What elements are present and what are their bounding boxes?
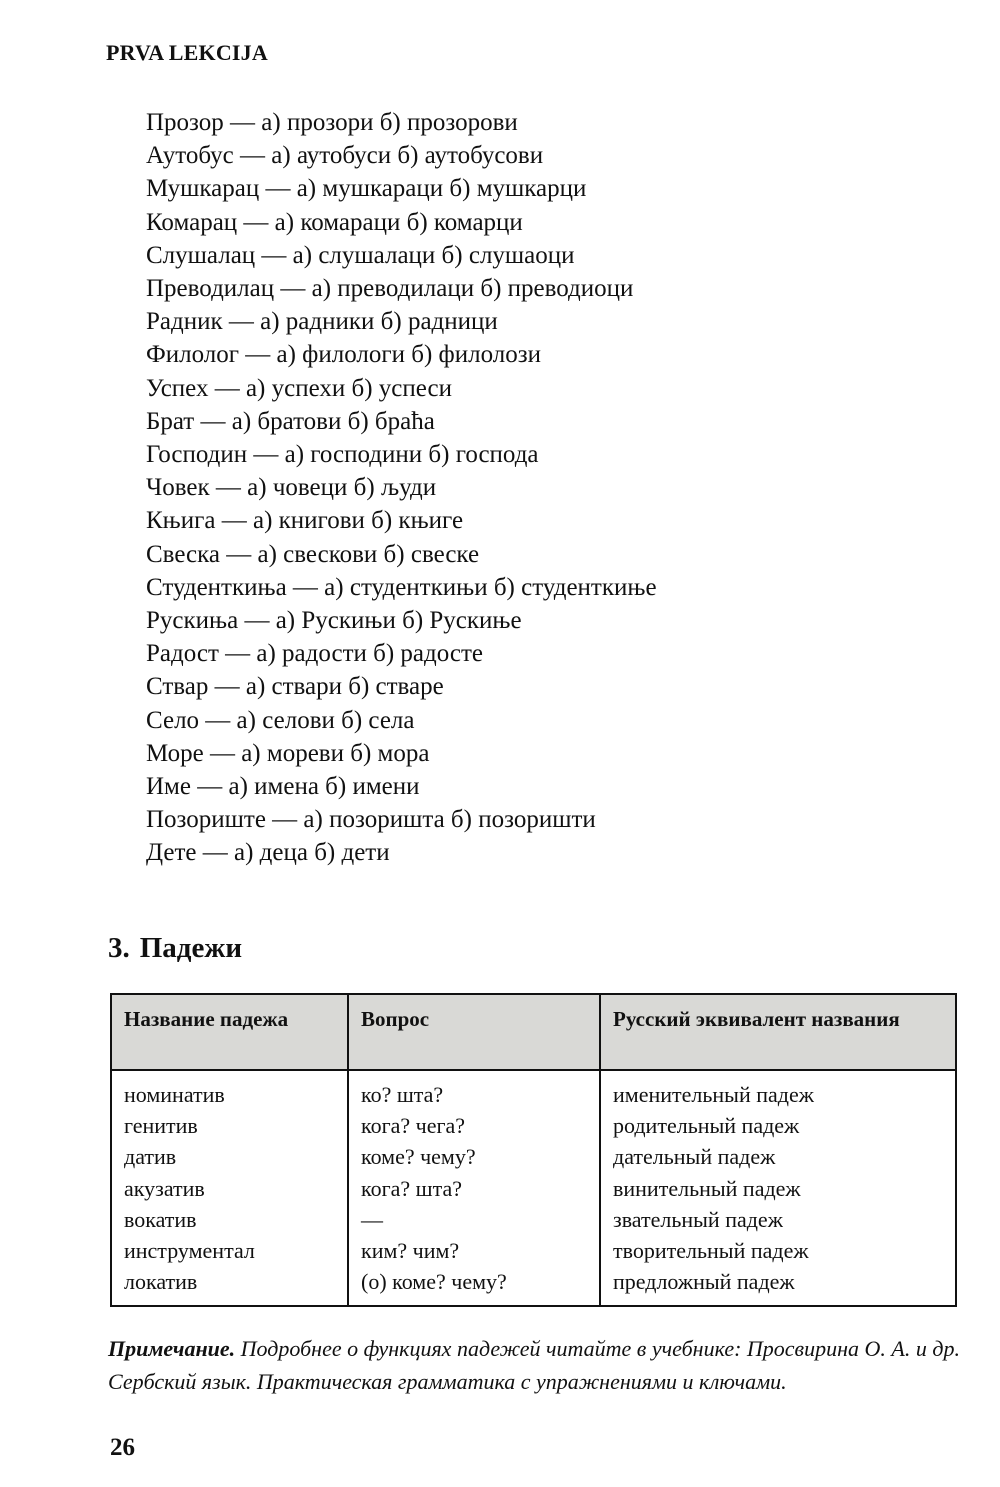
list-item: Преводилац — а) преводилаци б) преводиоци	[146, 275, 634, 303]
list-item: Радник — а) радники б) радници	[146, 308, 498, 336]
russian-equivalents-cell	[600, 1070, 956, 1306]
list-item: Име — а) имена б) имени	[146, 773, 420, 801]
footnote-label: Примечание.	[108, 1336, 236, 1361]
russian-equivalent: именительный падеж	[613, 1082, 814, 1107]
list-item: Село — а) селови б) села	[146, 706, 415, 734]
list-item: Свеска — а) свескови б) свеске	[146, 540, 480, 568]
section-number: 3.	[108, 932, 130, 964]
list-item: Ствар — а) ствари б) стваре	[146, 673, 444, 701]
list-item: Успех — а) успехи б) успеси	[146, 374, 452, 402]
case-question: —	[361, 1206, 383, 1232]
table-row	[111, 1070, 956, 1306]
table-header-row	[111, 994, 956, 1070]
list-item: Брат — а) братови б) браћа	[146, 407, 435, 435]
russian-equivalent: творительный падеж	[613, 1237, 809, 1263]
footnote-text: Подробнее о функциях падежей читайте в учебнике: Просвирина О. А. и др. Сербский язык. Практическая грамматика с упражнениями и ключами.	[108, 1336, 960, 1394]
case-name: генитив	[124, 1113, 198, 1139]
list-item: Слушалац — а) слушалаци б) слушаоци	[146, 241, 575, 269]
list-item: Прозор — а) прозори б) прозорови	[146, 109, 518, 136]
case-name: номинатив	[124, 1082, 225, 1107]
case-question: ко? шта?	[361, 1082, 444, 1107]
list-item: Комарац — а) комараци б) комарци	[146, 208, 523, 236]
russian-equivalent: предложный падеж	[613, 1269, 795, 1295]
case-name: локатив	[124, 1269, 198, 1295]
list-item: Радост — а) радости б) радосте	[146, 640, 483, 668]
footnote	[108, 1332, 968, 1398]
list-item: Рускиња — а) Рускињи б) Рускиње	[146, 607, 522, 635]
case-names-cell	[111, 1070, 348, 1306]
header-case-name: Название падежа	[111, 994, 348, 1070]
list-item: Књига — а) книгови б) књиге	[146, 507, 464, 535]
header-question: Вопрос	[348, 994, 600, 1070]
list-item: Филолог — а) филологи б) филолози	[146, 341, 542, 369]
case-name: инструментал	[124, 1237, 255, 1263]
case-name: вокатив	[124, 1206, 197, 1232]
case-question: коме? чему?	[361, 1144, 476, 1170]
case-name: датив	[124, 1144, 177, 1170]
exercise-word-list	[146, 106, 657, 870]
case-question: кога? чега?	[361, 1113, 466, 1139]
list-item: Аутобус — а) аутобуси б) аутобусови	[146, 142, 544, 170]
list-item: Господин — а) господини б) господа	[146, 441, 539, 469]
list-item: Дете — а) деца б) дети	[146, 839, 390, 867]
russian-equivalent: звательный падеж	[613, 1206, 783, 1232]
case-name: акузатив	[124, 1175, 205, 1201]
russian-equivalent: винительный падеж	[613, 1175, 801, 1201]
list-item: Човек — а) човеци б) људи	[146, 474, 437, 502]
header-russian-equivalent: Русский эквивалент названия	[600, 994, 956, 1070]
list-item: Студенткиња — а) студенткињи б) студенткиње	[146, 573, 657, 601]
case-questions-cell	[348, 1070, 600, 1306]
list-item: Море — а) мореви б) мора	[146, 739, 430, 767]
section-title: Падежи	[139, 932, 243, 964]
page-number: 26	[110, 1434, 135, 1461]
russian-equivalent: родительный падеж	[613, 1113, 800, 1139]
list-item: Мушкарац — а) мушкараци б) мушкарци	[146, 175, 587, 203]
case-question: (о) коме? чему?	[361, 1269, 507, 1295]
case-question: ким? чим?	[361, 1237, 460, 1263]
section-heading	[108, 932, 242, 965]
running-header: PRVA LEKCIJA	[106, 40, 268, 65]
cases-table	[110, 993, 957, 1307]
russian-equivalent: дательный падеж	[613, 1144, 776, 1170]
list-item: Позориште — а) позоришта б) позоришти	[146, 806, 596, 834]
case-question: кога? шта?	[361, 1175, 462, 1201]
